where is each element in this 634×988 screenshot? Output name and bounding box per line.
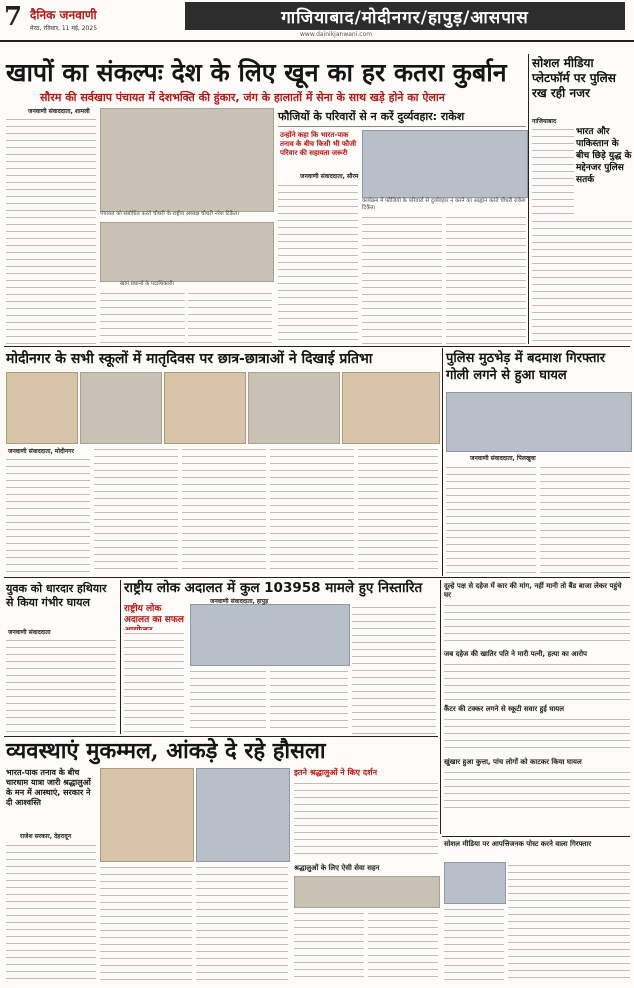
lead-photo (100, 108, 274, 212)
right-col-body-2 (532, 218, 632, 344)
story11-stats-body (294, 780, 438, 860)
lead-photo-caption: पंचायत को संबोधित करते चौधरी के राष्ट्रीय अध्यक्ष चौधरी नरेश टिकैत। (100, 211, 240, 217)
story11-body-2 (100, 864, 192, 982)
right-col-headline: सोशल मीडिया प्लेटफॉर्म पर पुलिस रख रही नजर (532, 56, 616, 100)
column-rule-4 (440, 580, 441, 834)
story11-body-1 (6, 842, 96, 982)
lead-body-text (6, 116, 96, 344)
story13-headline: श्रद्धालुओं के लिए ऐसी सेवा सहन (294, 864, 380, 872)
story12-body-2 (508, 862, 630, 982)
story13-body-2 (368, 910, 438, 982)
story6-inset-headline: राष्ट्रीय लोक अदालत का सफल (124, 604, 184, 625)
story5-body (6, 637, 116, 733)
story5-byline: जनवाणी संवाददाता (8, 629, 51, 636)
column-rule-3 (120, 580, 121, 734)
story8-body (444, 661, 630, 701)
story11-side-headline: भारत-पाक तनाव के बीच चारधाम यात्रा जारी श्रद्धालुओं के मन में आस्थाएं, सरकार ने दी आश्वस्ति (6, 768, 91, 807)
story3-body-1 (6, 456, 90, 574)
story3-body-4 (270, 446, 354, 574)
story9-headline: कैंटर की टक्कर लगने से स्कूटी सवार हुई घायल (444, 705, 564, 713)
story8-headline: जब दहेज की खातिर पति ने मारी पत्नी, हत्या का आरोप (444, 650, 588, 658)
section-rule-4 (442, 836, 630, 837)
section-rule-1 (4, 346, 630, 347)
story3-photo-2 (80, 372, 162, 444)
lead-photo2-caption: खाप प्रधानों के पदाधिकारी। (120, 281, 175, 287)
page-number: 7 (4, 2, 23, 32)
lead-headline: खापों का संकल्पः देश के लिए खून का हर कतरा कुर्बान (6, 58, 507, 87)
story11-photo-temple (100, 768, 194, 862)
lead-photo-2 (100, 222, 274, 282)
story11-photo-2 (196, 768, 290, 862)
story6-body-4 (352, 604, 436, 734)
story3-body-5 (358, 446, 438, 574)
story11-stats-headline: इतने श्रद्धालुओं ने किए दर्शन (294, 768, 378, 777)
section-rule-3 (4, 736, 438, 737)
story11-headline: व्यवस्थाएं मुकम्मल, आंकड़े दे रहे हौसला (6, 738, 326, 764)
column-rule-2 (442, 348, 443, 576)
story13-body-1 (294, 910, 364, 982)
story12-photo (444, 862, 506, 904)
story2-body-3 (446, 214, 526, 344)
story3-photo-1 (6, 372, 78, 444)
story3-photo-5 (342, 372, 440, 444)
story3-photo-4 (248, 372, 340, 444)
story6-photo (190, 604, 350, 666)
story10-headline: खुंखार हुआ कुत्ता, पांच लोगों को काटकर किया घायल (444, 758, 582, 766)
section-banner: गाजियाबाद/मोदीनगर/हापुड़/आसपास (185, 2, 625, 30)
story2-rule (278, 126, 526, 127)
story6-headline: राष्ट्रीय लोक अदालत में कुल 103958 मामले हुए निस्तारित (124, 580, 423, 596)
edition-meta: मेरठ, रविवार, 11 मई, 2025 (30, 25, 98, 32)
lead-body-text-3 (188, 290, 272, 344)
lead-byline: जनवाणी संवाददाता, शामली (28, 108, 90, 115)
story11-body-3 (196, 864, 288, 982)
right-col-byline: गाजियाबाद (532, 118, 557, 125)
right-col-body-1 (532, 126, 574, 216)
lead-subheadline: सौरम की सर्वखाप पंचायत में देशभक्ति की हुंकार, जंग के हालातों में सेना के साथ खड़े होने का ऐलान (40, 91, 445, 104)
story4-body-2 (540, 464, 630, 574)
story3-body-3 (182, 446, 266, 574)
story6-body-3 (270, 668, 348, 734)
story3-headline: मोदीनगर के सभी स्कूलों में मातृदिवस पर छात्र-छात्राओं ने दिखाई प्रतिभा (6, 351, 373, 367)
story6-body-1 (124, 630, 184, 734)
story7-body (444, 602, 630, 646)
story3-byline: जनवाणी संवाददाता, मोदीनगर (8, 448, 74, 455)
story12-headline: सोशल मीडिया पर आपत्तिजनक पोस्ट करने वाला गिरफ्तार (444, 840, 592, 848)
story2-body-2 (362, 214, 442, 344)
story4-byline: जनवाणी संवाददाता, पिलखुवा (470, 455, 536, 462)
story4-body-1 (446, 464, 536, 574)
column-rule (528, 54, 529, 344)
story2-photo-caption: कार्यक्रम में फौजियों के परिवारों से दुर्व्यवहार न करने का आह्वान करते चौधरी राकेश टिकैत। (362, 198, 526, 211)
story12-body-1 (444, 906, 504, 982)
story2-byline: जनवाणी संवाददाता, सौरम (300, 173, 359, 180)
story11-byline: राजेश सरकार, देहरादून (20, 833, 72, 840)
right-col-inset-headline: भारत और पाकिस्तान के बीच छिड़े युद्ध के मद्देनजर पुलिस सतर्क (576, 127, 632, 185)
lead-body-text-2 (100, 290, 185, 344)
website-url[interactable]: www.dainikjanwani.com (300, 31, 373, 38)
story7-headline: दूल्हे पक्ष से दहेज में कार की मांग, नहीं मानी तो बैंड बाजा लेकर पहुंचे घर (444, 582, 622, 599)
story13-photo (294, 876, 440, 908)
story4-photo (446, 392, 632, 452)
story5-headline: युवक को धारदार हथियार से किया गंभीर घायल (6, 582, 107, 609)
story2-subheadline: उन्होंने कहा कि भारत-पाक तनाव के बीच किसी भी फौजी परिवार की सहायता जरूरी (280, 131, 357, 157)
story2-photo (362, 130, 528, 198)
story3-photo-3 (164, 372, 246, 444)
story4-headline: पुलिस मुठभेड़ में बदमाश गिरफ्तार गोली लगने से हुआ घायल (446, 351, 606, 383)
masthead-brand: दैनिक जनवाणी (30, 8, 97, 22)
story6-body-2 (190, 668, 266, 734)
story10-body (444, 769, 630, 809)
story9-body (444, 716, 630, 754)
story6-byline: जनवाणी संवाददाता, हापुड़ (210, 598, 269, 605)
story3-body-2 (94, 446, 178, 574)
section-rule-2 (4, 577, 630, 578)
story2-body-1 (278, 182, 358, 344)
story2-headline: फौजियों के परिवारों से न करें दुर्व्यवहार: राकेश (278, 110, 465, 123)
